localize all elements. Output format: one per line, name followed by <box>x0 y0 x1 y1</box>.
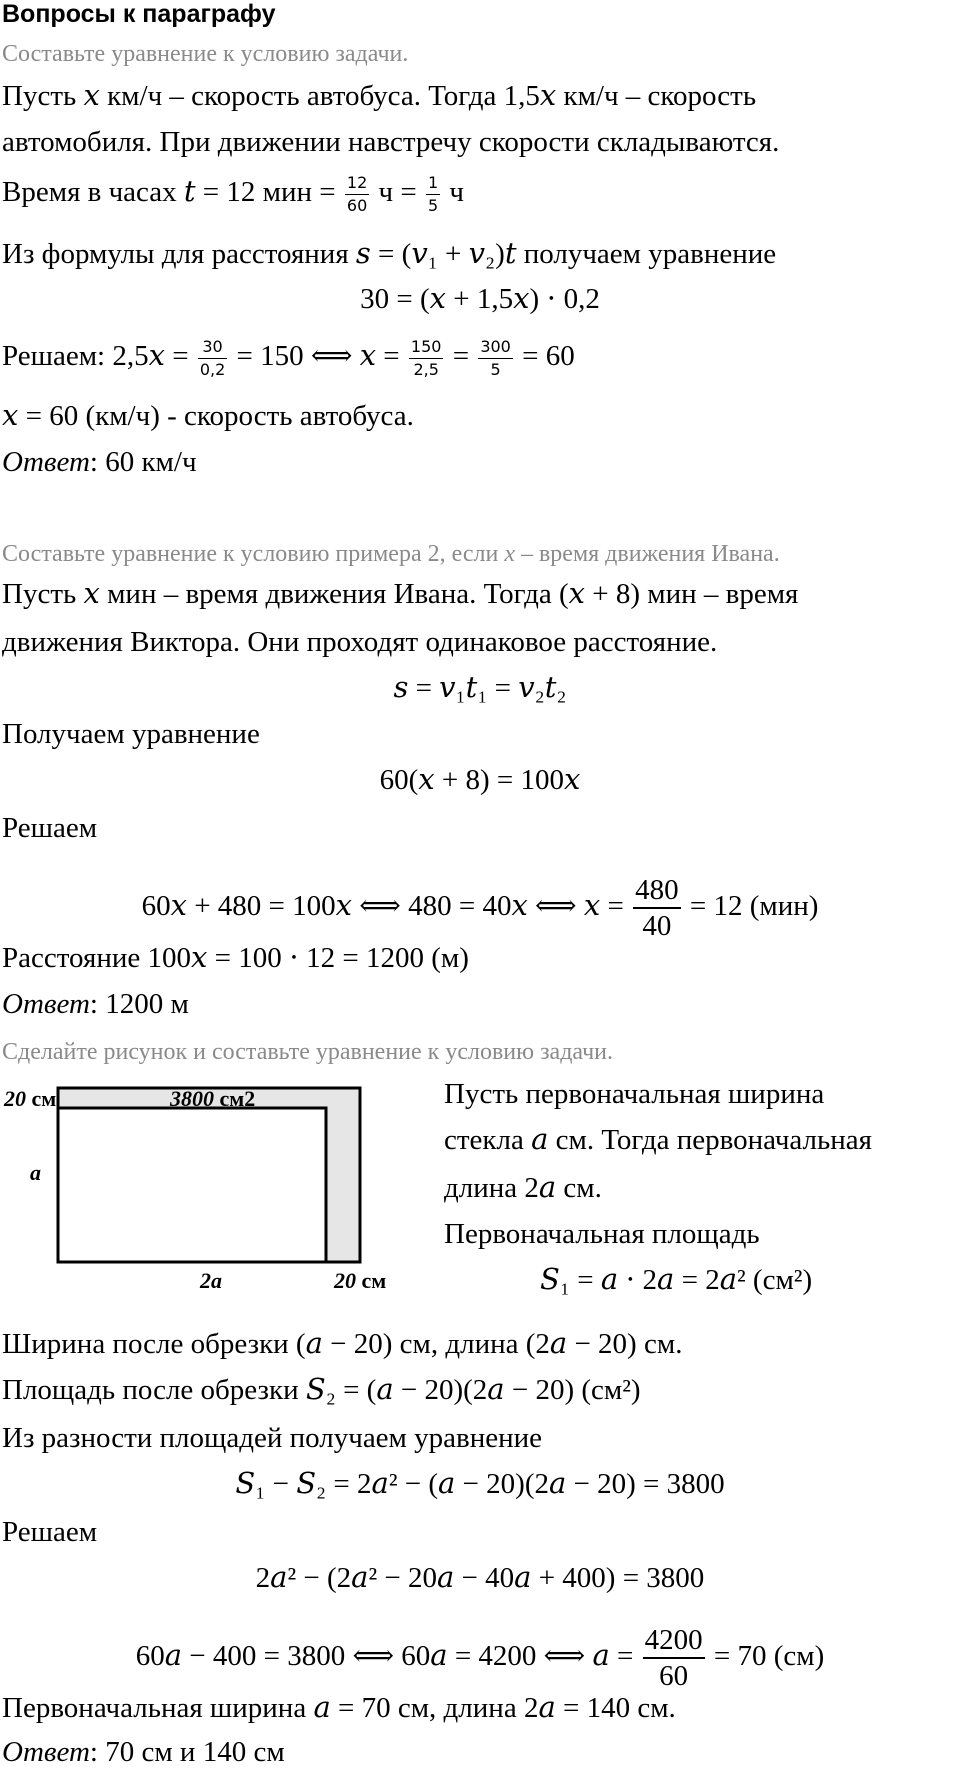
fraction: $\frac{480}{40}$ <box>635 874 679 942</box>
task1-result: 𝑥 = 60 (км/ч) - скорость автобуса. <box>2 400 414 432</box>
task2-equation2: 60(𝑥 + 8) = 100𝑥 <box>379 764 581 796</box>
task1-equation: 30 = (𝑥 + 1,5𝑥) ⋅ 0,2 <box>360 283 600 315</box>
label-20-top: 20 см <box>4 1086 57 1111</box>
task3-line5: Первоначальная ширина 𝑎 = 70 см, длина 2𝑎 = 140 см. <box>2 1692 676 1724</box>
task1-answer: Ответ: 60 км/ч <box>2 446 197 478</box>
task1-line3 <box>2 174 464 214</box>
fraction: $\frac{150}{2,5}$ <box>410 336 442 379</box>
task2-line1: Пусть 𝑥 мин – время движения Ивана. Тогда (𝑥 + 8) мин – время <box>2 578 799 610</box>
task2-equation1: 𝑠 = 𝑣₁𝑡₁ = 𝑣₂𝑡₂ <box>393 672 567 704</box>
task1-line1: Пусть 𝑥 км/ч – скорость автобуса. Тогда 1,5𝑥 км/ч – скорость <box>2 80 757 112</box>
task1-prompt: Составьте уравнение к условию задачи. <box>2 41 409 67</box>
label-20-bottom: 20 см <box>334 1268 387 1293</box>
task3-equation3: 60𝑎 − 400 = 3800 ⟺ 60𝑎 = 4200 ⟺ 𝑎 = $\frac{4200}{60}$ = 70 (см) <box>135 1624 825 1692</box>
task3-right-line5: 𝑆₁ = 𝑎 ⋅ 2𝑎 = 2𝑎² (см²) <box>540 1264 813 1296</box>
task1-line2: автомобиля. При движении навстречу скорости складываются. <box>2 126 780 158</box>
fraction: $\frac{30}{0,2}$ <box>199 336 226 379</box>
task3-equation1: 𝑆₁ − 𝑆₂ = 2𝑎² − (𝑎 − 20)(2𝑎 − 20) = 3800 <box>235 1468 725 1500</box>
cut-glass <box>58 1108 326 1262</box>
task3-right-line4: Первоначальная площадь <box>444 1218 760 1250</box>
task2-equation3: 60𝑥 + 480 = 100𝑥 ⟺ 480 = 40𝑥 ⟺ 𝑥 = $\frac{480}{40}$ = 12 (мин) <box>141 874 819 942</box>
glass-figure <box>0 1082 410 1302</box>
task1-line3-a: Время в часах 𝑡 = 12 мин = <box>2 176 343 208</box>
task3-line1: Ширина после обрезки (𝑎 − 20) см, длина (2𝑎 − 20) см. <box>2 1328 683 1360</box>
task2-line2: движения Виктора. Они проходят одинаковое расстояние. <box>2 626 718 658</box>
label-2a: 2a <box>200 1268 222 1293</box>
task2-prompt: Составьте уравнение к условию примера 2, если x – время движения Ивана. <box>2 541 780 567</box>
task3-line3: Из разности площадей получаем уравнение <box>2 1422 543 1454</box>
fraction: $\frac{300}{5}$ <box>480 336 511 379</box>
task1-line3-c: ч <box>442 176 464 208</box>
fraction: $\frac{12}{60}$ <box>346 172 368 215</box>
answer-label: Ответ <box>2 988 90 1020</box>
answer-label: Ответ <box>2 446 90 478</box>
task3-equation2: 2𝑎² − (2𝑎² − 20𝑎 − 40𝑎 + 400) = 3800 <box>255 1562 705 1594</box>
task2-line5: Расстояние 100𝑥 = 100 ⋅ 12 = 1200 (м) <box>2 942 469 974</box>
task3-answer: Ответ: 70 см и 140 см <box>2 1736 285 1768</box>
task3-right-line2: стекла 𝑎 см. Тогда первоначальная <box>444 1124 872 1156</box>
task2-line4: Решаем <box>2 812 98 844</box>
label-area: 3800 см2 <box>170 1086 256 1111</box>
fraction: $\frac{1}{5}$ <box>427 172 439 215</box>
answer-label: Ответ <box>2 1736 90 1768</box>
task3-prompt: Сделайте рисунок и составьте уравнение к условию задачи. <box>2 1039 614 1065</box>
task2-answer: Ответ: 1200 м <box>2 988 189 1020</box>
fraction: $\frac{4200}{60}$ <box>644 1624 703 1692</box>
task1-line4: Из формулы для расстояния 𝑠 = (𝑣₁ + 𝑣₂)𝑡 получаем уравнение <box>2 238 777 270</box>
page-title: Вопросы к параграфу <box>2 0 276 28</box>
task1-solution: Решаем: 2,5𝑥 = $\frac{30}{0,2}$ = 150 ⟺ 𝑥 = $\frac{150}{2,5}$ = $\frac{300}{5}$ = 60 <box>2 336 575 379</box>
task1-line3-b: ч = <box>371 176 424 208</box>
task3-line2: Площадь после обрезки 𝑆₂ = (𝑎 − 20)(2𝑎 − 20) (см²) <box>2 1374 641 1406</box>
task3-right-line3: длина 2𝑎 см. <box>444 1172 602 1204</box>
task2-line3: Получаем уравнение <box>2 718 260 750</box>
task3-right-line1: Пусть первоначальная ширина <box>444 1078 825 1110</box>
task3-line4: Решаем <box>2 1516 98 1548</box>
label-a: a <box>30 1160 41 1185</box>
